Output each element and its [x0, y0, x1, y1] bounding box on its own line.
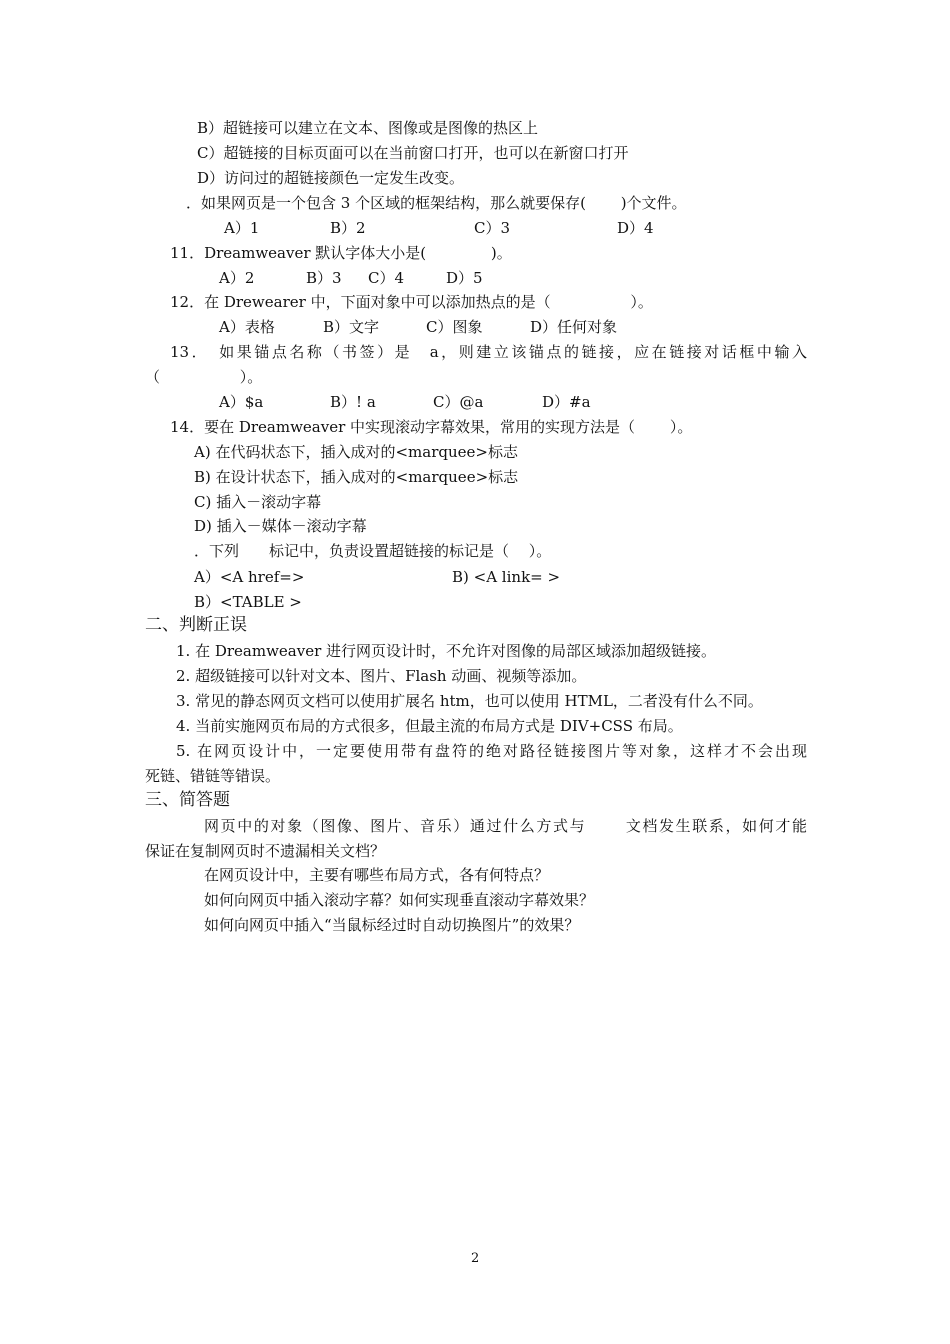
short-answer-item: 网页中的对象（图像、图片、音乐）通过什么方式与 文档发生联系，如何才能	[204, 817, 807, 835]
question-12-options	[0, 317, 950, 337]
option-line: C）超链接的目标页面可以在当前窗口打开，也可以在新窗口打开	[197, 144, 629, 162]
statement-item: 2. 超级链接可以针对文本、图片、Flash 动画、视频等添加。	[176, 667, 587, 685]
statement-item: 3. 常见的静态网页文档可以使用扩展名 htm，也可以使用 HTML，二者没有什么不同。	[176, 692, 763, 710]
page-number: 2	[471, 1251, 480, 1266]
option-line: B）超链接可以建立在文本、图像或是图像的热区上	[197, 119, 539, 137]
statement-item-continued: 死链、错链等错误。	[145, 767, 281, 785]
option-b: B) <A link= >	[452, 568, 561, 586]
option-b: B）文字	[323, 318, 380, 336]
option-d: D）4	[617, 219, 654, 237]
statement-item: 4. 当前实施网页布局的方式很多，但最主流的布局方式是 DIV+CSS 布局。	[176, 717, 683, 735]
short-answer-item: 如何向网页中插入“当鼠标经过时自动切换图片”的效果？	[204, 916, 580, 934]
option-b: B) 在设计状态下，插入成对的<marquee>标志	[194, 468, 519, 486]
question-13: 13． 如果锚点名称（书签）是 a，则建立该锚点的链接，应在链接对话框中输入	[170, 343, 807, 361]
question-13-continued: （ ）。	[145, 368, 263, 386]
short-answer-item-continued: 保证在复制网页时不遗漏相关文档？	[145, 842, 386, 860]
statement-item: 5. 在网页设计中，一定要使用带有盘符的绝对路径链接图片等对象，这样才不会出现	[176, 742, 807, 760]
question-10: ．如果网页是一个包含 3 个区域的框架结构，那么就要保存( )个文件。	[186, 194, 687, 212]
question-15: ．下列 标记中，负责设置超链接的标记是（ ）。	[194, 542, 552, 560]
statement-item: 1. 在 Dreamweaver 进行网页设计时，不允许对图像的局部区域添加超级链接。	[176, 642, 717, 660]
short-answer-item: 在网页设计中，主要有哪些布局方式，各有何特点？	[204, 866, 550, 884]
option-a: A）表格	[219, 318, 275, 336]
option-c: B）<TABLE >	[194, 593, 302, 611]
question-12: 12．在 Drewearer 中，下面对象中可以添加热点的是（ ）。	[170, 293, 653, 311]
option-d: D）5	[446, 269, 483, 287]
option-d: D）任何对象	[530, 318, 618, 336]
option-a: A）<A href=>	[194, 568, 305, 586]
question-10-options	[0, 218, 950, 238]
question-11: 11．Dreamweaver 默认字体大小是( )。	[170, 244, 512, 262]
question-13-options	[0, 392, 950, 412]
option-a: A）1	[224, 219, 260, 237]
option-d: D）#a	[542, 393, 591, 411]
option-line: D）访问过的超链接颜色一定发生改变。	[197, 169, 465, 187]
question-14: 14．要在 Dreamweaver 中实现滚动字幕效果，常用的实现方法是（ ）。	[170, 418, 693, 436]
option-c: C）4	[368, 269, 405, 287]
option-b: B）! a	[330, 393, 376, 411]
option-c: C）3	[474, 219, 511, 237]
option-b: B）2	[330, 219, 366, 237]
option-c: C）图象	[426, 318, 483, 336]
option-c: C）@a	[433, 393, 484, 411]
option-b: B）3	[306, 269, 342, 287]
section-2-heading: 二、判断正误	[145, 615, 247, 635]
section-3-heading: 三、简答题	[145, 790, 230, 810]
option-c: C) 插入－滚动字幕	[194, 493, 322, 511]
option-a: A) 在代码状态下，插入成对的<marquee>标志	[194, 443, 518, 461]
option-d: D) 插入－媒体－滚动字幕	[194, 517, 367, 535]
short-answer-item: 如何向网页中插入滚动字幕？如何实现垂直滚动字幕效果？	[204, 891, 595, 909]
option-a: A）$a	[219, 393, 264, 411]
option-a: A）2	[219, 269, 255, 287]
question-11-options	[0, 268, 950, 288]
